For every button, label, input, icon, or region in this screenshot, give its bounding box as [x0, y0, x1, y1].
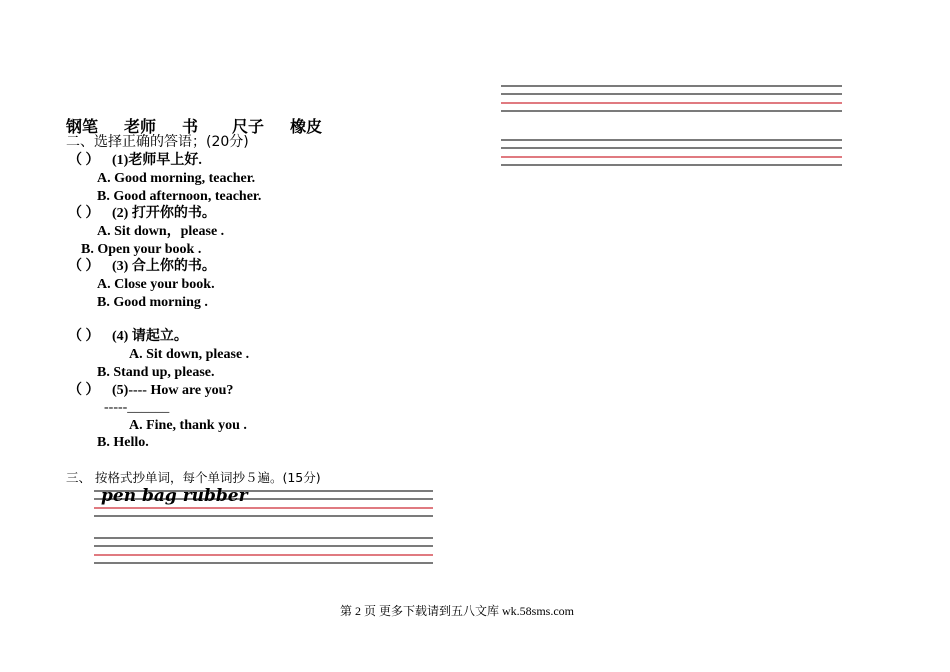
guide-line	[94, 545, 433, 547]
option-b: B. Good morning .	[97, 295, 208, 310]
handwriting-lines-right	[501, 85, 842, 167]
vocab-word: 老师	[124, 119, 157, 136]
vocab-word: 橡皮	[290, 119, 323, 136]
guide-line	[501, 164, 842, 166]
option-b: B. Stand up, please.	[97, 365, 215, 380]
answer-paren: （ ）	[68, 153, 100, 168]
vocab-word: 尺子	[232, 119, 265, 136]
option-a: A. Close your book.	[97, 277, 215, 292]
guide-line	[94, 515, 433, 517]
guide-line	[94, 507, 433, 509]
guide-line	[94, 562, 433, 564]
page-footer: 第 2 页 更多下载请到五八文库 wk.58sms.com	[340, 604, 575, 618]
guide-line	[94, 554, 433, 556]
question-prompt: (1)老师早上好.	[112, 153, 202, 168]
option-b: B. Good afternoon, teacher.	[97, 189, 262, 204]
question-prompt: (4) 请起立。	[112, 329, 188, 344]
guide-line	[501, 93, 842, 95]
question-5	[68, 382, 233, 399]
guide-line	[501, 139, 842, 141]
section-3-title: 三、 按格式抄单词，每个单词抄５遍。(15分)	[66, 470, 321, 485]
answer-paren: （ ）	[68, 329, 100, 344]
guide-line	[94, 537, 433, 539]
sample-words: pen bag rubber	[101, 486, 248, 506]
vocab-word: 书	[182, 119, 199, 136]
option-a: A. Sit down，please .	[97, 224, 225, 239]
answer-paren: （ ）	[68, 206, 100, 221]
question-prompt: (2) 打开你的书。	[112, 206, 216, 221]
answer-paren: （ ）	[68, 259, 100, 274]
option-a: A. Good morning, teacher.	[97, 171, 256, 186]
question-prompt: (5)---- How are you?	[112, 383, 234, 398]
section-2-title: 二、选择正确的答语；(20分)	[66, 134, 249, 150]
question-3	[68, 258, 216, 275]
question-4	[68, 328, 188, 345]
question-1	[68, 152, 202, 169]
vocab-word: 钢笔	[66, 119, 99, 136]
option-a: A. Fine, thank you .	[129, 418, 247, 433]
question-2	[68, 205, 216, 222]
guide-line	[501, 110, 842, 112]
guide-line	[501, 102, 842, 104]
option-b: B. Hello.	[97, 435, 149, 450]
answer-blank: -----______	[104, 400, 170, 415]
guide-line	[501, 156, 842, 158]
guide-line	[501, 147, 842, 149]
option-a: A. Sit down, please .	[129, 347, 250, 362]
guide-line	[501, 85, 842, 87]
question-prompt: (3) 合上你的书。	[112, 259, 216, 274]
answer-paren: （ ）	[68, 383, 100, 398]
option-b: B. Open your book .	[81, 242, 202, 257]
